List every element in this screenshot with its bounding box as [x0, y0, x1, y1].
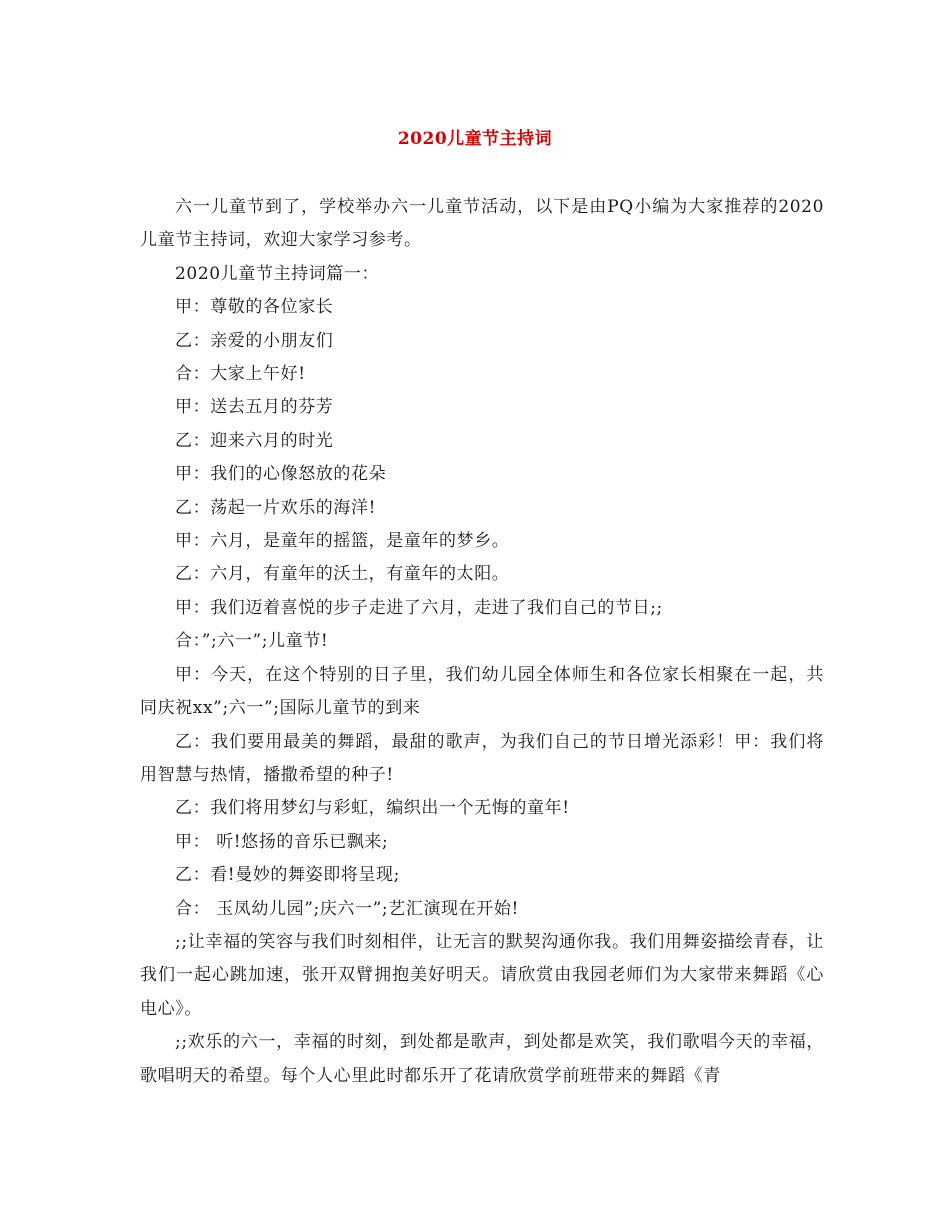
paragraph: 甲：我们的心像怒放的花朵 — [175, 464, 387, 485]
paragraph: 甲：我们迈着喜悦的步子走进了六月，走进了我们自己的节日;; — [175, 597, 663, 618]
paragraph: 合：大家上午好! — [175, 364, 306, 385]
paragraph: 2020儿童节主持词篇一： — [175, 263, 380, 284]
paragraph: 合： 玉凤幼儿园”;庆六一”;艺汇演现在开始! — [175, 898, 519, 919]
paragraph: 乙：迎来六月的时光 — [175, 430, 334, 451]
paragraph: 乙：我们要用最美的舞蹈，最甜的歌声，为我们自己的节日增光添彩！甲：我们将用智慧与热情，播撒希望的种子! — [140, 731, 824, 785]
paragraph: 乙：荡起一片欢乐的海洋! — [175, 497, 377, 518]
paragraph: 六一儿童节到了，学校举办六一儿童节活动，以下是由PQ小编为大家推荐的2020儿童节主持词，欢迎大家学习参考。 — [140, 197, 824, 251]
paragraph: ;;欢乐的六一，幸福的时刻，到处都是歌声，到处都是欢笑，我们歌唱今天的幸福，歌唱明天的希望。每个人心里此时都乐开了花请欣赏学前班带来的舞蹈《青 — [140, 1032, 824, 1086]
paragraph: ;;让幸福的笑容与我们时刻相伴，让无言的默契沟通你我。我们用舞姿描绘青春，让我们一起心跳加速，张开双臂拥抱美好明天。请欣赏由我园老师们为大家带来舞蹈《心电心》。 — [140, 931, 824, 1019]
paragraph: 乙：亲爱的小朋友们 — [175, 330, 334, 351]
paragraph: 甲：今天，在这个特别的日子里，我们幼儿园全体师生和各位家长相聚在一起，共同庆祝xx”;六一”;国际儿童节的到来 — [140, 664, 824, 719]
paragraph: 乙：看!曼妙的舞姿即将呈现; — [175, 865, 400, 886]
document-title: 2020儿童节主持词 — [397, 129, 553, 149]
paragraph: 甲： 听!悠扬的音乐已飘来; — [175, 831, 389, 852]
paragraph: 乙：六月，有童年的沃土，有童年的太阳。 — [175, 564, 510, 585]
paragraph: 合：”;六一”;儿童节! — [175, 631, 329, 652]
document-body — [140, 191, 824, 1093]
paragraph: 甲：送去五月的芬芳 — [175, 397, 334, 418]
paragraph: 甲：六月，是童年的摇篮，是童年的梦乡。 — [175, 531, 510, 552]
paragraph: 甲：尊敬的各位家长 — [175, 297, 334, 318]
paragraph: 乙：我们将用梦幻与彩虹，编织出一个无悔的童年! — [175, 798, 570, 819]
